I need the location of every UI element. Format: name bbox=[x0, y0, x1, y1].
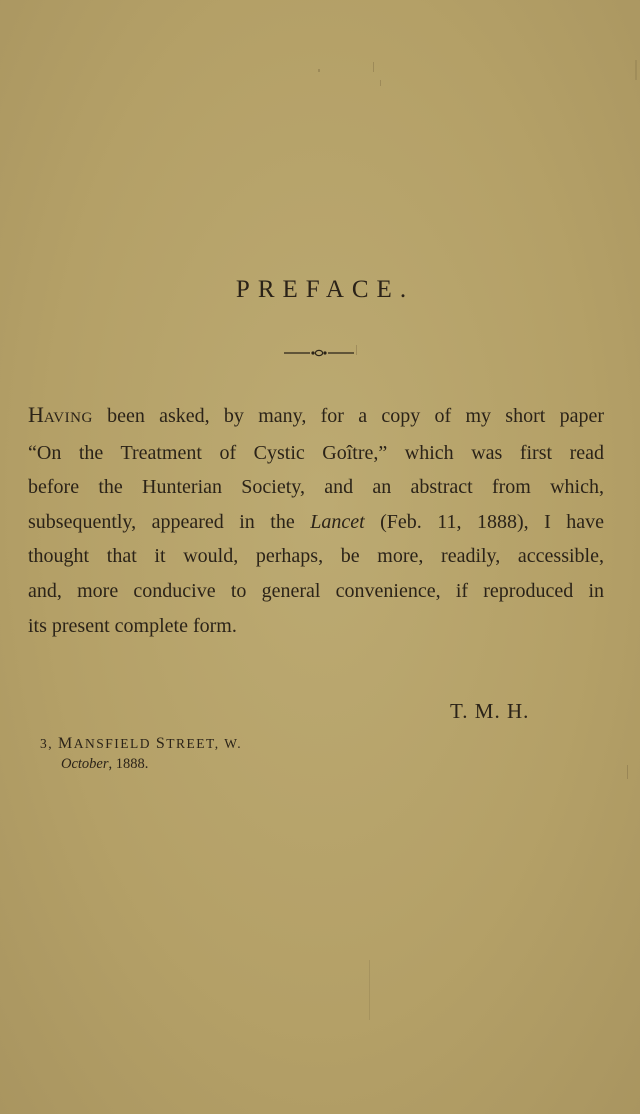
date-month: October bbox=[61, 756, 109, 772]
paper-speck bbox=[380, 80, 381, 86]
paper-speck bbox=[627, 765, 628, 779]
line-4-end: (Feb. 11, 1888), I have bbox=[364, 510, 605, 533]
street-rest-2: TREET bbox=[166, 736, 215, 751]
street-rest-1: ANSFIELD bbox=[73, 736, 151, 751]
paragraph-line-5: thought that it would, perhaps, be more, readily, accessible, bbox=[28, 545, 604, 568]
street-cap-1: M bbox=[58, 735, 74, 752]
paragraph-line-7: its present complete form. bbox=[28, 614, 237, 637]
lead-small-caps: AVING bbox=[43, 410, 93, 426]
paragraph-line-2: “On the Treatment of Cystic Goître,” which was first read bbox=[28, 441, 604, 464]
page-title: PREFACE. bbox=[235, 276, 415, 303]
paper-speck bbox=[635, 60, 637, 80]
paper-speck bbox=[356, 345, 357, 355]
paper-speck bbox=[369, 960, 370, 1020]
street-cap-2: S bbox=[155, 735, 167, 752]
date-line bbox=[61, 756, 148, 773]
address-district: , W. bbox=[214, 736, 243, 751]
paper-speck bbox=[318, 69, 320, 72]
line-1-text: been asked, by many, for a copy of my short paper bbox=[92, 405, 604, 427]
date-year: , 1888. bbox=[108, 756, 149, 772]
paragraph-line-6: and, more conducive to general convenience, if reproduced in bbox=[28, 579, 604, 602]
preface-paragraph bbox=[28, 398, 604, 643]
address-number: 3, bbox=[40, 736, 54, 751]
author-initials: T. M. H. bbox=[450, 699, 530, 723]
journal-name: Lancet bbox=[310, 510, 365, 533]
divider-ornament-icon bbox=[284, 347, 354, 359]
paragraph-line-3: before the Hunterian Society, and an abstract from which, bbox=[28, 476, 604, 499]
paragraph-line-1 bbox=[28, 398, 604, 436]
paper-speck bbox=[373, 62, 374, 72]
line-4-start: subsequently, appeared in the bbox=[28, 510, 311, 533]
drop-capital: H bbox=[28, 402, 44, 427]
address-line bbox=[40, 735, 242, 753]
paragraph-line-4 bbox=[28, 505, 604, 540]
